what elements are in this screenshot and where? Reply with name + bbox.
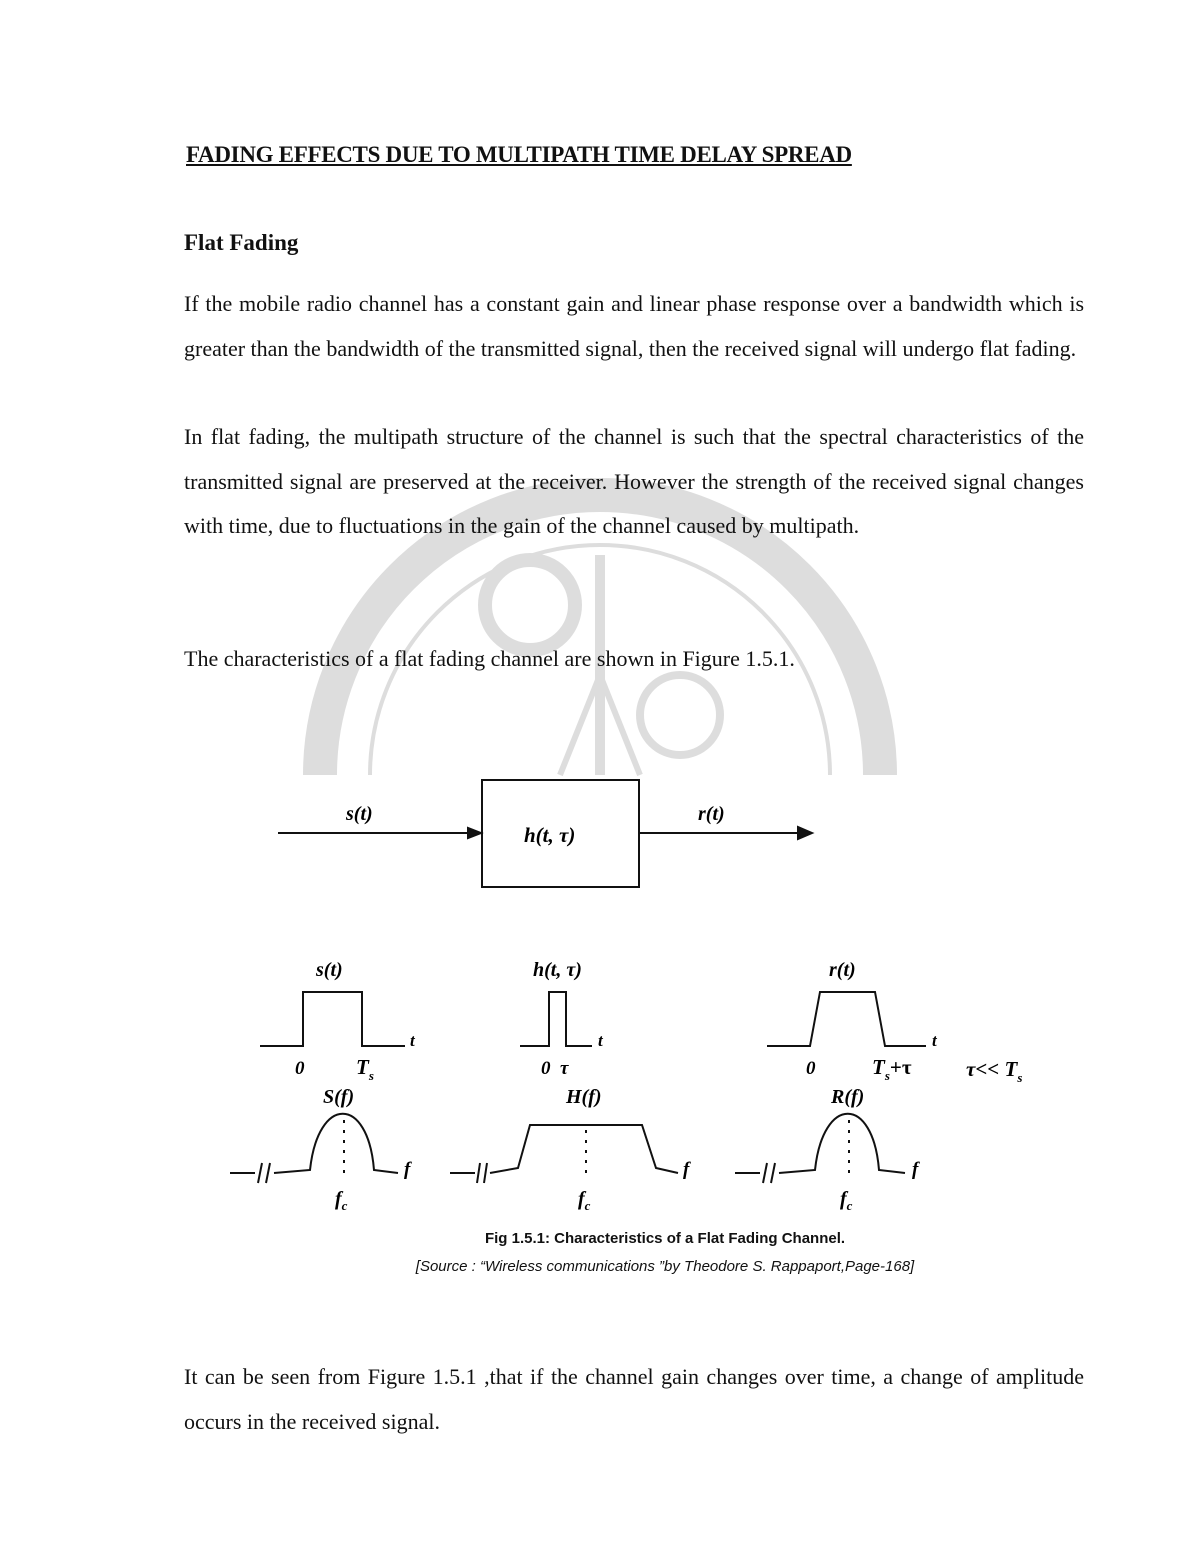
r-tick-ts-tau: $T_s+\tau$ bbox=[872, 1055, 912, 1083]
H-f-axis: f bbox=[683, 1159, 690, 1180]
S-freq-label: S(f) bbox=[323, 1086, 355, 1108]
output-signal-label: r(t) bbox=[698, 803, 725, 825]
figure-source: [Source : “Wireless communications ”by Theodore S. Rappaport,Page-168] bbox=[415, 1258, 915, 1275]
R-f-axis: f bbox=[912, 1159, 919, 1180]
H-freq-label: H(f) bbox=[566, 1086, 602, 1108]
h-tick-tau: τ bbox=[560, 1058, 569, 1079]
s-time-waveform bbox=[260, 992, 405, 1046]
input-arrowhead bbox=[468, 828, 481, 838]
s-tick-ts: $T_s$ bbox=[356, 1055, 374, 1083]
paragraph-conclusion: It can be seen from Figure 1.5.1 ,that if the channel gain changes over time, a change of amplitude occurs in the received signal. bbox=[184, 1364, 1084, 1434]
h-time-waveform bbox=[520, 992, 592, 1046]
R-freq-label: R(f) bbox=[831, 1086, 865, 1108]
paragraph-intro: If the mobile radio channel has a constant gain and linear phase response over a bandwidth which is greater than the bandwidth of the transmitted signal, then the received signal will undergo flat fading. bbox=[184, 291, 1084, 361]
s-tick-zero: 0 bbox=[295, 1058, 305, 1079]
figure-caption: Fig 1.5.1: Characteristics of a Flat Fading Channel. bbox=[484, 1230, 846, 1247]
r-time-waveform bbox=[767, 992, 926, 1046]
h-time-label: h(t, τ) bbox=[533, 959, 582, 981]
r-time-label: r(t) bbox=[829, 959, 856, 981]
R-freq-spectrum bbox=[735, 1114, 905, 1183]
r-t-axis: t bbox=[932, 1031, 937, 1050]
system-label: h(t, τ) bbox=[524, 823, 576, 847]
s-t-axis: t bbox=[410, 1031, 415, 1050]
h-tick-zero: 0 bbox=[541, 1058, 551, 1079]
section-heading: Flat Fading bbox=[184, 230, 299, 255]
duration-condition: $\tau<< T_s$ bbox=[966, 1057, 1023, 1085]
paragraph-flat-fading: In flat fading, the multipath structure of the channel is such that the spectral characteristics of the transmitted signal are preserved at the receiver. However the strength of the received signal changes with time, due to fluctuations in the gain of the channel caused by multipath. bbox=[184, 424, 1084, 538]
output-arrowhead bbox=[798, 827, 812, 839]
H-freq-spectrum bbox=[450, 1125, 678, 1183]
R-center-freq: $f_c$ bbox=[840, 1188, 853, 1213]
S-center-freq: $f_c$ bbox=[335, 1188, 348, 1213]
S-f-axis: f bbox=[404, 1159, 411, 1180]
r-tick-zero: 0 bbox=[806, 1058, 816, 1079]
h-t-axis: t bbox=[598, 1031, 603, 1050]
S-freq-spectrum bbox=[230, 1114, 398, 1183]
H-center-freq: $f_c$ bbox=[578, 1188, 591, 1213]
paragraph-figure-reference: The characteristics of a flat fading channel are shown in Figure 1.5.1. bbox=[184, 646, 795, 671]
page-title: FADING EFFECTS DUE TO MULTIPATH TIME DELAY SPREAD bbox=[186, 142, 852, 167]
s-time-label: s(t) bbox=[316, 959, 343, 981]
input-signal-label: s(t) bbox=[346, 803, 373, 825]
